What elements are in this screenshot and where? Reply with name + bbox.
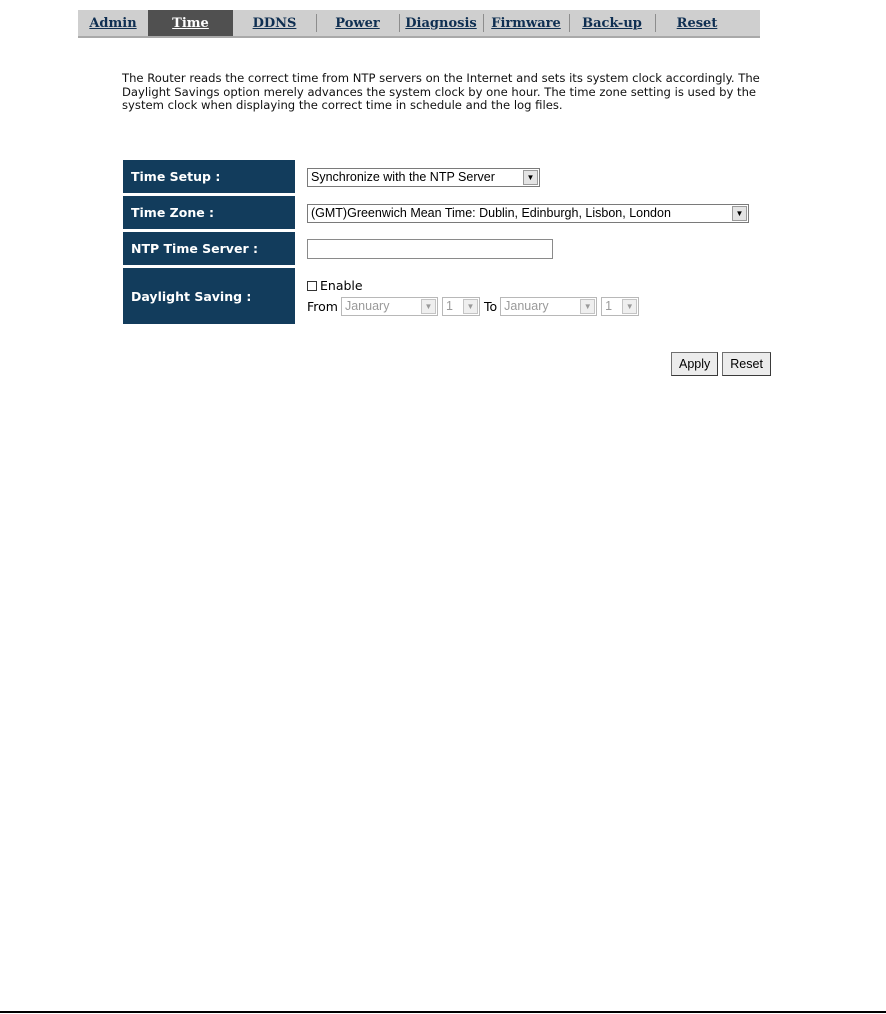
from-day-select[interactable] [442,297,480,316]
from-month-select[interactable] [341,297,438,316]
time-zone-select[interactable] [307,204,749,223]
from-day-value: 1 [445,299,453,313]
tab-bar [78,10,760,38]
apply-button[interactable]: Apply [671,352,718,376]
chevron-down-icon: ▼ [421,299,436,314]
from-month-value: January [344,299,390,313]
tab-diagnosis[interactable]: Diagnosis [399,10,483,36]
from-label: From [307,298,338,314]
time-setup-value: Synchronize with the NTP Server [311,170,495,185]
intro-text: The Router reads the correct time from NTP servers on the Internet and sets its system clock accordingly. The Daylight Savings option merely advances the system clock by one hour. The time zone setting is used by the system clock when displaying the correct time in schedule and the log files. [122,71,760,112]
tab-firmware[interactable]: Firmware [483,10,569,36]
time-setup-select[interactable] [307,168,540,187]
chevron-down-icon: ▼ [523,170,538,185]
tab-time[interactable]: Time [148,10,233,36]
daylight-enable-label: Enable [320,278,363,293]
time-setup-label: Time Setup : [123,160,307,193]
tab-admin[interactable]: Admin [89,15,137,31]
daylight-enable-checkbox[interactable] [307,281,317,291]
ntp-server-input[interactable] [307,239,553,259]
daylight-saving-label: Daylight Saving : [123,268,307,324]
to-month-value: January [504,299,549,313]
form-buttons [671,352,771,376]
tab-reset[interactable]: Reset [655,10,739,36]
tab-backup[interactable]: Back-up [569,10,655,36]
to-label: To [483,298,498,314]
chevron-down-icon: ▼ [732,206,747,221]
time-settings-form [123,157,787,327]
ntp-server-label: NTP Time Server : [123,232,307,265]
to-month-select[interactable] [500,297,597,316]
tab-power[interactable]: Power [316,10,399,36]
reset-button[interactable]: Reset [722,352,771,376]
chevron-down-icon: ▼ [580,299,595,314]
chevron-down-icon: ▼ [622,299,637,314]
time-zone-label: Time Zone : [123,196,307,229]
time-zone-value: (GMT)Greenwich Mean Time: Dublin, Edinburgh, Lisbon, London [311,206,671,221]
to-day-value: 1 [605,299,613,313]
bottom-divider [0,1011,886,1013]
to-day-select[interactable] [601,297,639,316]
tab-ddns[interactable]: DDNS [252,15,297,31]
chevron-down-icon: ▼ [463,299,478,314]
